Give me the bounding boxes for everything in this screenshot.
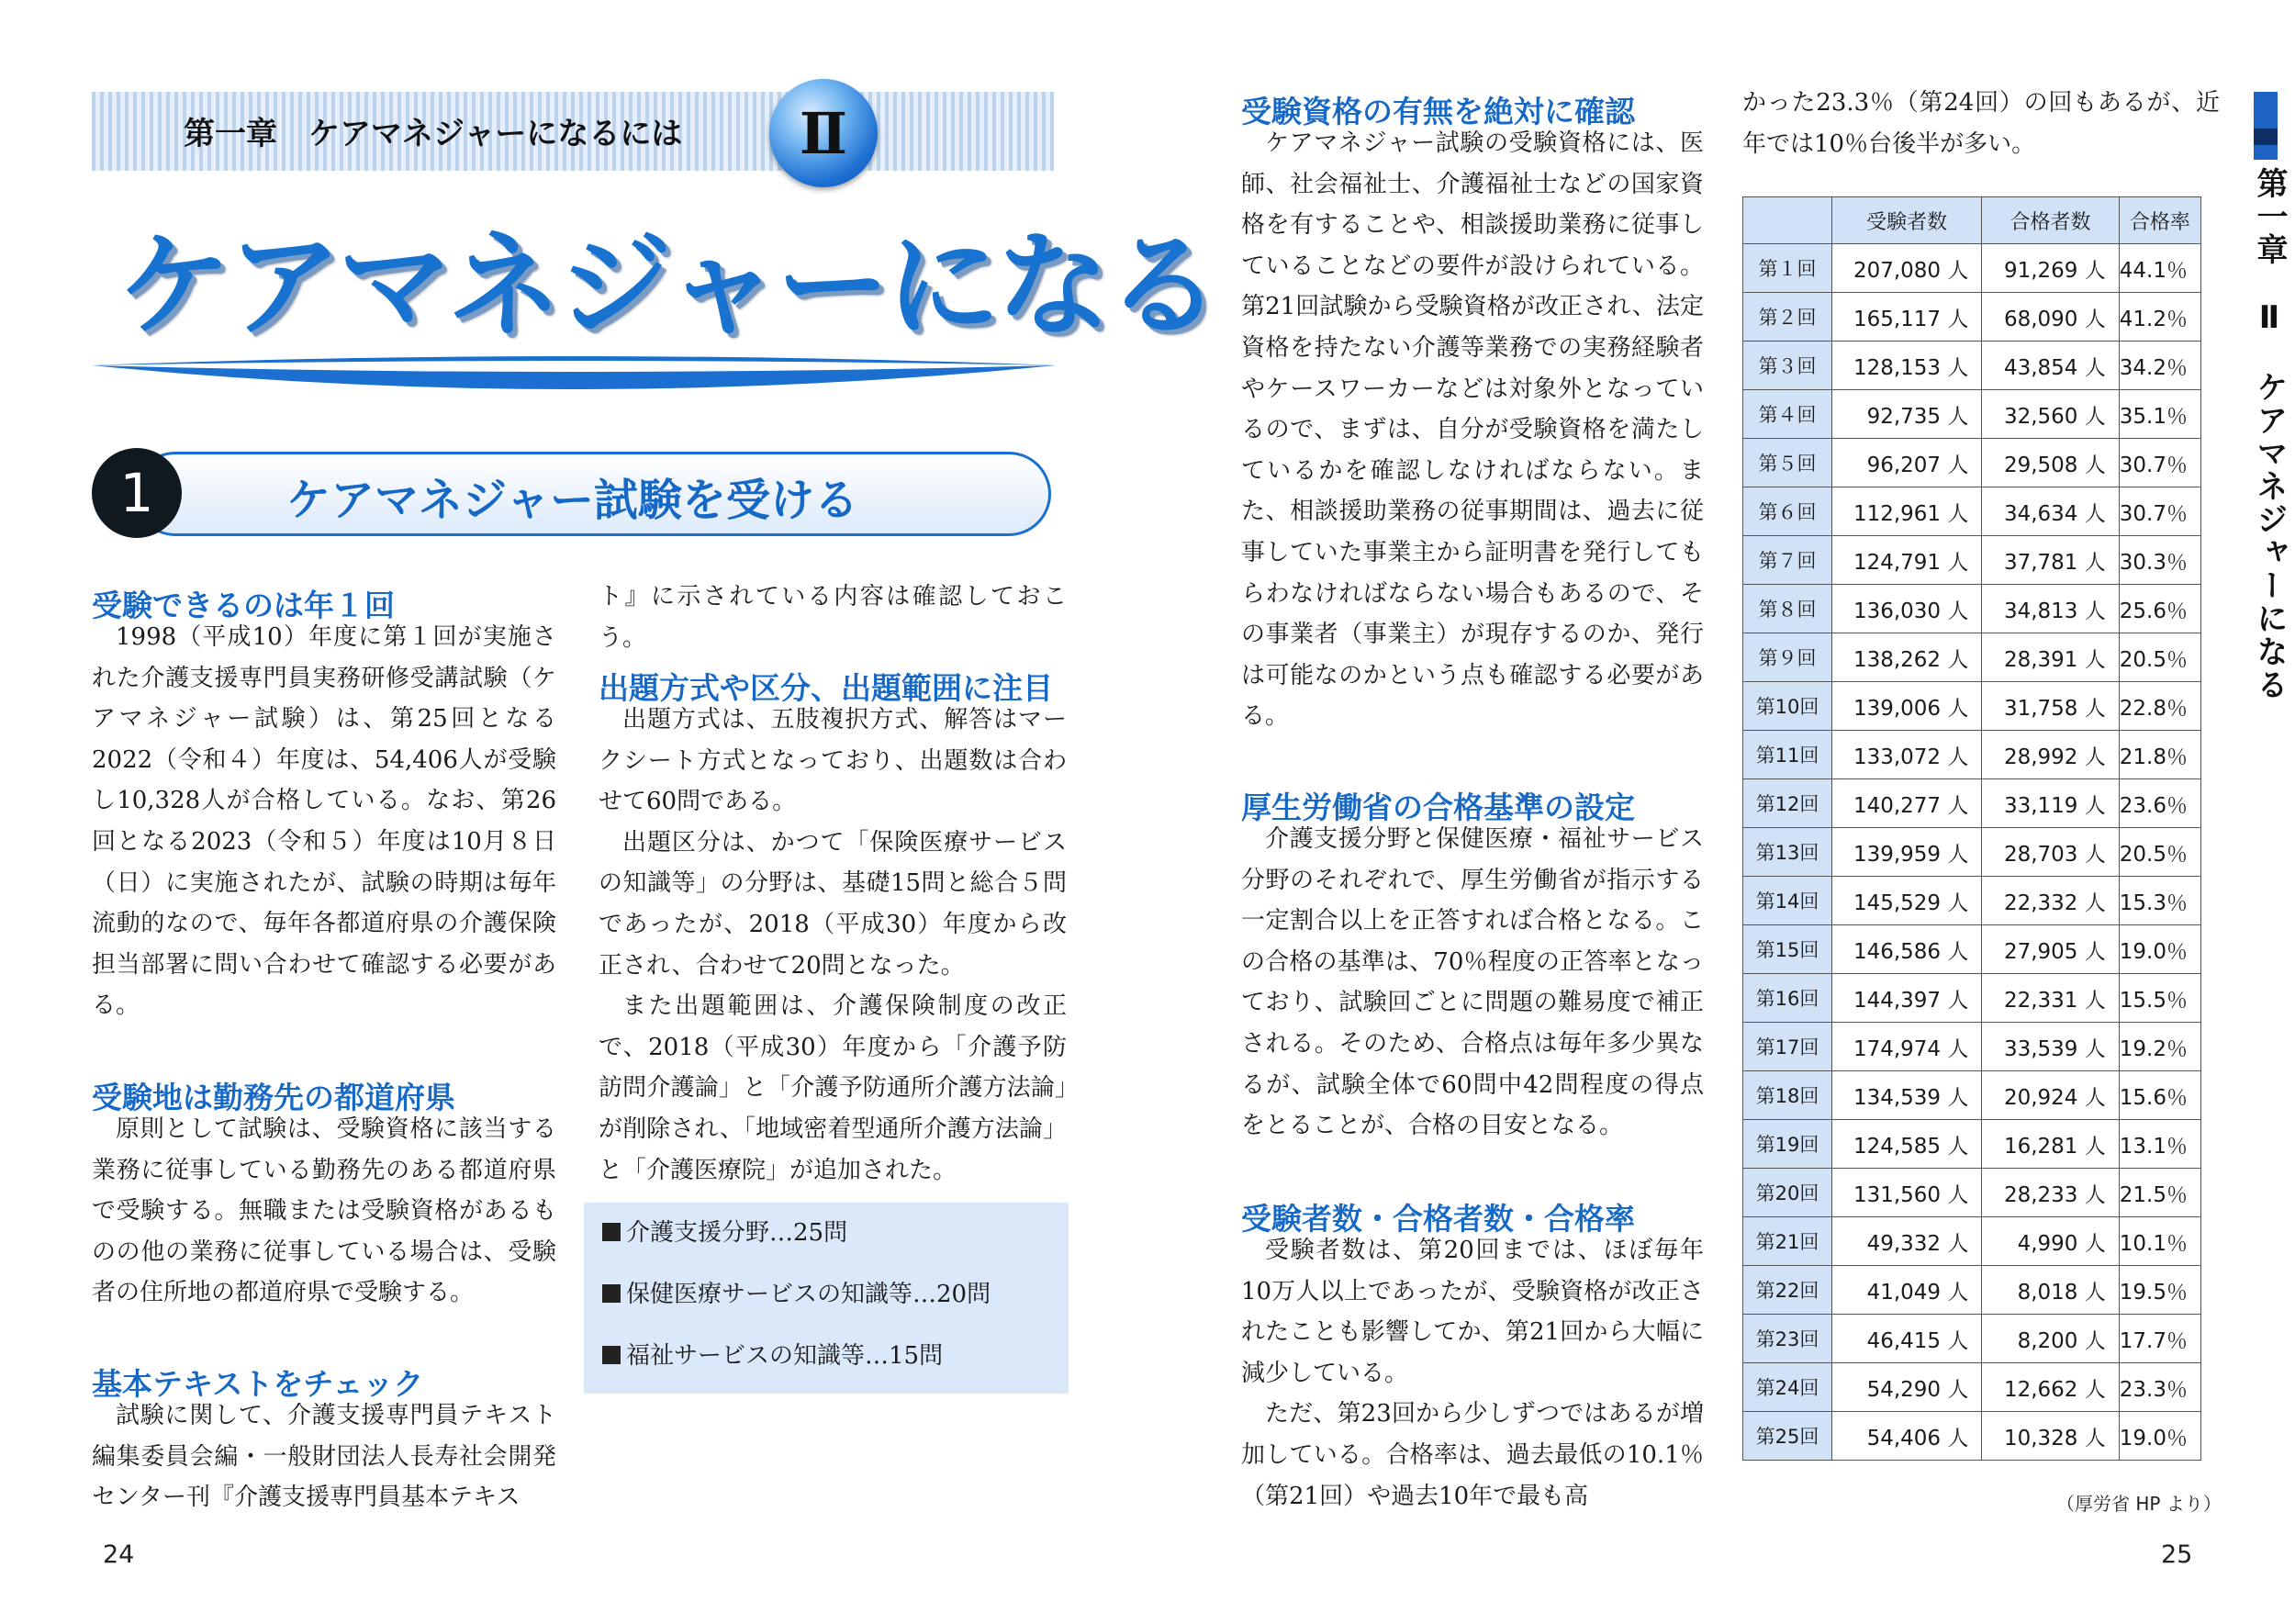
round-cell: 第14回: [1743, 877, 1832, 925]
pass-rate-cell: 41.2％: [2119, 293, 2200, 342]
table-row: [1743, 1363, 2201, 1412]
page-number-left: 24: [103, 1540, 135, 1569]
passers-cell: 22,331 人: [1982, 974, 2119, 1023]
examinees-cell: 133,072 人: [1831, 731, 1981, 779]
round-cell: 第４回: [1743, 390, 1832, 439]
list-item: 福祉サービスの知識等…15問: [584, 1326, 1069, 1387]
table-row: [1743, 682, 2201, 731]
section-title: ケアマネジャー試験を受ける: [286, 475, 859, 526]
pass-rate-cell: 30.3％: [2119, 536, 2200, 585]
page-number-right: 25: [2161, 1540, 2193, 1569]
examinees-cell: 165,117 人: [1831, 293, 1981, 342]
pass-rate-cell: 20.5％: [2119, 633, 2200, 682]
table-row: [1743, 439, 2201, 487]
examinees-cell: 54,406 人: [1831, 1412, 1981, 1461]
examinees-cell: 207,080 人: [1831, 244, 1981, 293]
passers-cell: 34,634 人: [1982, 487, 2119, 536]
passers-cell: 10,328 人: [1982, 1412, 2119, 1461]
list-item: 保健医療サービスの知識等…20問: [584, 1264, 1069, 1326]
table-row: [1743, 1071, 2201, 1120]
paragraph-exam-location: 原則として試験は、受験資格に該当する業務に従事している勤務先のある都道府県で受験する。無職または受験資格があるものの他の業務に従事している場合は、受験者の住所地の都道府県で受験する。: [92, 1115, 556, 1307]
passers-cell: 28,391 人: [1982, 633, 2119, 682]
passers-cell: 43,854 人: [1982, 342, 2119, 390]
paragraph-pass-criteria: 介護支援分野と保健医療・福祉サービス分野のそれぞれで、厚生労働省が指示する一定割合以上を正答すれば合格となる。この合格の基準は、70％程度の正答率となっており、試験回ごとに問題の難易度で補正される。そのため、合格点は毎年多少異なるが、試験全体で60問中42問程度の得点をとることが、合格の目安となる。: [1241, 825, 1704, 1140]
round-cell: 第５回: [1743, 439, 1832, 487]
examinees-cell: 145,529 人: [1831, 877, 1981, 925]
heading-eligibility: 受験資格の有無を絶対に確認: [1241, 94, 1635, 129]
examinees-cell: 112,961 人: [1831, 487, 1981, 536]
round-cell: 第13回: [1743, 828, 1832, 877]
table-row: [1743, 974, 2201, 1023]
passers-cell: 33,119 人: [1982, 779, 2119, 828]
table-row: [1743, 1217, 2201, 1266]
round-cell: 第２回: [1743, 293, 1832, 342]
examinees-cell: 131,560 人: [1831, 1169, 1981, 1217]
table-header-blank: [1743, 197, 1832, 244]
examinees-cell: 144,397 人: [1831, 974, 1981, 1023]
table-row: [1743, 925, 2201, 974]
passers-cell: 22,332 人: [1982, 877, 2119, 925]
round-cell: 第１回: [1743, 244, 1832, 293]
table-row: [1743, 1169, 2201, 1217]
passers-cell: 37,781 人: [1982, 536, 2119, 585]
round-cell: 第21回: [1743, 1217, 1832, 1266]
passers-cell: 8,018 人: [1982, 1266, 2119, 1315]
table-source-note: （厚労省 HP より）: [2056, 1493, 2222, 1515]
side-running-header: 第一章 Ⅱ ケアマネジャーになる: [2251, 167, 2288, 701]
round-cell: 第８回: [1743, 585, 1832, 633]
examinees-cell: 54,290 人: [1831, 1363, 1981, 1412]
examinees-cell: 128,153 人: [1831, 342, 1981, 390]
chapter-side-tab-stripe: [2254, 129, 2278, 145]
round-cell: 第24回: [1743, 1363, 1832, 1412]
examinees-cell: 124,791 人: [1831, 536, 1981, 585]
pass-rate-cell: 21.5％: [2119, 1169, 2200, 1217]
table-row: [1743, 1315, 2201, 1363]
examinees-cell: 138,262 人: [1831, 633, 1981, 682]
examinees-cell: 136,030 人: [1831, 585, 1981, 633]
round-cell: 第３回: [1743, 342, 1832, 390]
pass-rate-cell: 19.0％: [2119, 925, 2200, 974]
table-row: [1743, 244, 2201, 293]
pass-rate-cell: 30.7％: [2119, 487, 2200, 536]
round-cell: 第19回: [1743, 1120, 1832, 1169]
square-bullet-icon: [602, 1346, 621, 1364]
round-cell: 第20回: [1743, 1169, 1832, 1217]
table-row: [1743, 342, 2201, 390]
paragraph-eligibility: ケアマネジャー試験の受験資格には、医師、社会福祉士、介護福祉士などの国家資格を有することや、相談援助業務に従事していることなどの要件が設けられている。第21回試験から受験資格が改正され、法定資格を持たない介護等業務での実務経験者やケースワーカーなどは対象外となっているので、まずは、自分が受験資格を満たしているかを確認しなければならない。また、相談援助業務の従事期間は、過去に従事していた事業主から証明書を発行してもらわなければならない場合もあるので、その事業者（事業主）が現存するのか、発行は可能なのかという点も確認する必要がある。: [1241, 129, 1704, 731]
passers-cell: 16,281 人: [1982, 1120, 2119, 1169]
heading-exam-once-a-year: 受験できるのは年１回: [92, 588, 395, 623]
passers-cell: 31,758 人: [1982, 682, 2119, 731]
table-header-passers: 合格者数: [1982, 197, 2119, 244]
passers-cell: 34,813 人: [1982, 585, 2119, 633]
passers-cell: 28,992 人: [1982, 731, 2119, 779]
pass-rate-cell: 25.6％: [2119, 585, 2200, 633]
list-item: 介護支援分野…25問: [584, 1203, 1069, 1264]
passers-cell: 68,090 人: [1982, 293, 2119, 342]
pass-rate-cell: 30.7％: [2119, 439, 2200, 487]
examinees-cell: 140,277 人: [1831, 779, 1981, 828]
section-number: 1: [119, 462, 154, 524]
pass-rate-cell: 19.0％: [2119, 1412, 2200, 1461]
passers-cell: 32,560 人: [1982, 390, 2119, 439]
table-row: [1743, 390, 2201, 439]
examinees-cell: 134,539 人: [1831, 1071, 1981, 1120]
examinees-cell: 49,332 人: [1831, 1217, 1981, 1266]
pass-rate-cell: 20.5％: [2119, 828, 2200, 877]
examinees-cell: 146,586 人: [1831, 925, 1981, 974]
round-cell: 第17回: [1743, 1023, 1832, 1071]
examinees-cell: 139,959 人: [1831, 828, 1981, 877]
round-cell: 第12回: [1743, 779, 1832, 828]
question-count-box: [584, 1203, 1069, 1394]
examinees-cell: 174,974 人: [1831, 1023, 1981, 1071]
chapter-numeral-badge: [769, 79, 878, 187]
round-cell: 第10回: [1743, 682, 1832, 731]
table-row: [1743, 731, 2201, 779]
pass-rate-cell: 15.6％: [2119, 1071, 2200, 1120]
pass-rate-cell: 15.3％: [2119, 877, 2200, 925]
passers-cell: 28,703 人: [1982, 828, 2119, 877]
passers-cell: 12,662 人: [1982, 1363, 2119, 1412]
examinees-cell: 46,415 人: [1831, 1315, 1981, 1363]
examinees-cell: 41,049 人: [1831, 1266, 1981, 1315]
heading-exam-statistics: 受験者数・合格者数・合格率: [1241, 1201, 1635, 1237]
examinees-cell: 124,585 人: [1831, 1120, 1981, 1169]
round-cell: 第９回: [1743, 633, 1832, 682]
round-cell: 第６回: [1743, 487, 1832, 536]
exam-statistics-table: [1742, 196, 2201, 1461]
round-cell: 第22回: [1743, 1266, 1832, 1315]
table-row: [1743, 1120, 2201, 1169]
pass-rate-cell: 21.8％: [2119, 731, 2200, 779]
pass-rate-cell: 44.1％: [2119, 244, 2200, 293]
table-row: [1743, 536, 2201, 585]
paragraph-question-format: 出題方式は、五肢複択方式、解答はマークシート方式となっており、出題数は合わせて60問である。 出題区分は、かつて「保険医療サービスの知識等」の分野は、基礎15問と総合５問であったが、2018（平成30）年度から改正され、合わせて20問となった。 また出題範囲は、介護保険制度の改正で、2018（平成30）年度から「介護予防訪問介護論」と「介護予防通所介護方法論」が削除され、「地域密着型通所介護方法論」と「介護医療院」が追加された。: [599, 706, 1067, 1184]
table-row: [1743, 1023, 2201, 1071]
table-row: [1743, 633, 2201, 682]
chapter-label: 第一章 ケアマネジャーになるには: [184, 116, 683, 152]
title-underline-swoosh: [92, 349, 1056, 413]
heading-basic-text: 基本テキストをチェック: [92, 1366, 424, 1402]
section-number-badge: [92, 448, 182, 538]
pass-rate-cell: 22.8％: [2119, 682, 2200, 731]
round-cell: 第15回: [1743, 925, 1832, 974]
table-row: [1743, 585, 2201, 633]
pass-rate-cell: 23.3％: [2119, 1363, 2200, 1412]
square-bullet-icon: [602, 1223, 621, 1241]
passers-cell: 20,924 人: [1982, 1071, 2119, 1120]
square-bullet-icon: [602, 1284, 621, 1303]
paragraph-exam-statistics: 受験者数は、第20回までは、ほぼ毎年10万人以上であったが、受験資格が改正されたことも影響してか、第21回から大幅に減少している。 ただ、第23回から少しずつではあるが増加している。合格率は、過去最低の10.1％（第21回）や過去10年で最も高: [1241, 1237, 1704, 1510]
pass-rate-cell: 34.2％: [2119, 342, 2200, 390]
paragraph-basic-text-cont: ト』に示されている内容は確認しておこう。: [599, 583, 1067, 652]
chapter-numeral: Ⅱ: [799, 99, 848, 167]
table-row: [1743, 828, 2201, 877]
page-title: ケアマネジャーになる: [118, 220, 1217, 353]
round-cell: 第11回: [1743, 731, 1832, 779]
paragraph-basic-text: 試験に関して、介護支援専門員テキスト編集委員会編・一般財団法人長寿社会開発センター刊『介護支援専門員基本テキス: [92, 1402, 556, 1512]
pass-rate-cell: 17.7％: [2119, 1315, 2200, 1363]
table-header-pass-rate: 合格率: [2119, 197, 2200, 244]
round-cell: 第16回: [1743, 974, 1832, 1023]
passers-cell: 33,539 人: [1982, 1023, 2119, 1071]
pass-rate-cell: 13.1％: [2119, 1120, 2200, 1169]
examinees-cell: 96,207 人: [1831, 439, 1981, 487]
heading-pass-criteria: 厚生労働省の合格基準の設定: [1241, 790, 1635, 825]
table-row: [1743, 293, 2201, 342]
table-row: [1743, 877, 2201, 925]
pass-rate-cell: 19.5％: [2119, 1266, 2200, 1315]
examinees-cell: 139,006 人: [1831, 682, 1981, 731]
paragraph-pass-rate-cont: かった23.3％（第24回）の回もあるが、近年では10％台後半が多い。: [1742, 89, 2220, 158]
table-row: [1743, 779, 2201, 828]
passers-cell: 27,905 人: [1982, 925, 2119, 974]
examinees-cell: 92,735 人: [1831, 390, 1981, 439]
round-cell: 第18回: [1743, 1071, 1832, 1120]
passers-cell: 4,990 人: [1982, 1217, 2119, 1266]
table-row: [1743, 487, 2201, 536]
pass-rate-cell: 19.2％: [2119, 1023, 2200, 1071]
pass-rate-cell: 35.1％: [2119, 390, 2200, 439]
pass-rate-cell: 15.5％: [2119, 974, 2200, 1023]
pass-rate-cell: 10.1％: [2119, 1217, 2200, 1266]
round-cell: 第７回: [1743, 536, 1832, 585]
table-header-examinees: 受験者数: [1831, 197, 1981, 244]
passers-cell: 28,233 人: [1982, 1169, 2119, 1217]
passers-cell: 91,269 人: [1982, 244, 2119, 293]
heading-exam-location: 受験地は勤務先の都道府県: [92, 1080, 455, 1115]
chapter-side-tab: [2254, 92, 2278, 160]
round-cell: 第23回: [1743, 1315, 1832, 1363]
passers-cell: 8,200 人: [1982, 1315, 2119, 1363]
round-cell: 第25回: [1743, 1412, 1832, 1461]
pass-rate-cell: 23.6％: [2119, 779, 2200, 828]
paragraph-exam-once-a-year: 1998（平成10）年度に第１回が実施された介護支援専門員実務研修受講試験（ケアマネジャー試験）は、第25回となる2022（令和４）年度は、54,406人が受験し10,328人が合格している。なお、第26回となる2023（令和５）年度は10月８日（日）に実施されたが、試験の時期は毎年流動的なので、毎年各都道府県の介護保険担当部署に問い合わせて確認する必要がある。: [92, 623, 556, 1020]
table-row: [1743, 1266, 2201, 1315]
table-row: [1743, 1412, 2201, 1461]
heading-question-format: 出題方式や区分、出題範囲に注目: [599, 670, 1053, 706]
passers-cell: 29,508 人: [1982, 439, 2119, 487]
